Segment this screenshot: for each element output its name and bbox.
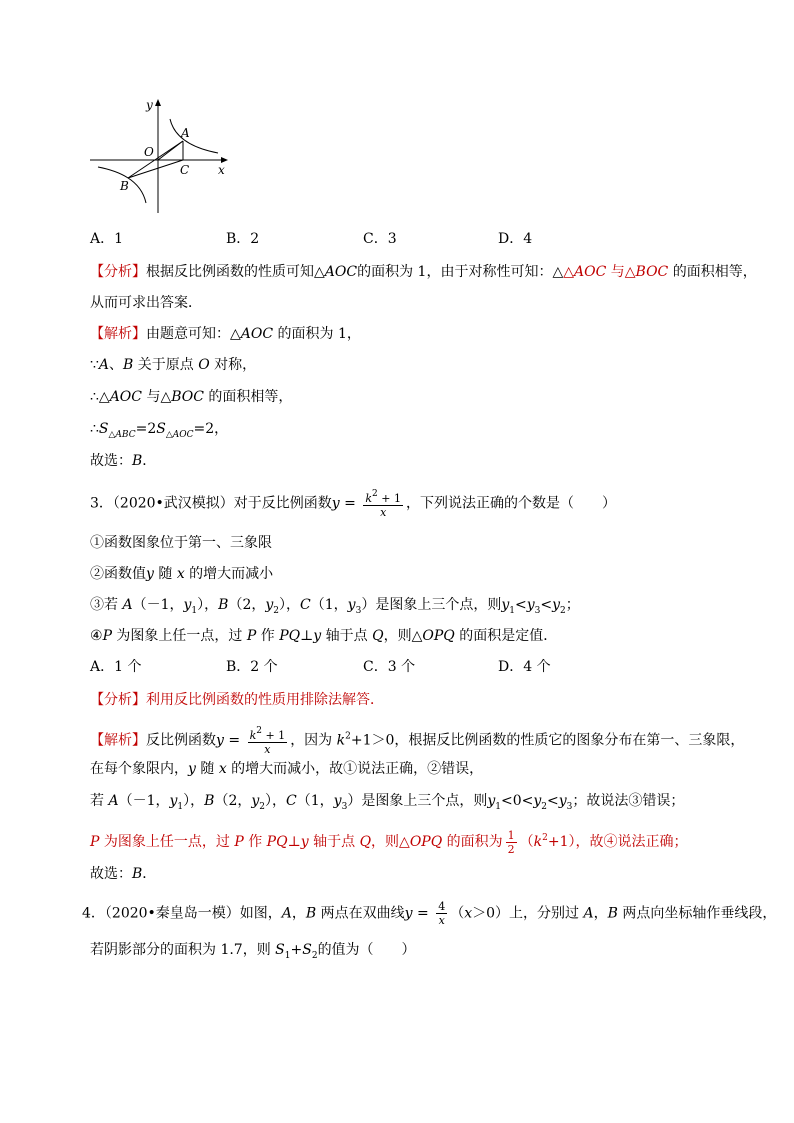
q3-statement-2: ②函数值y 随 x 的增大而减小 [90,566,274,582]
q2-aoc-2: AOC [574,264,607,280]
segment-bc [128,160,183,178]
q3-option-d: D．4 个 [498,659,551,675]
segment-oa [158,141,183,160]
q2-option-d: D．4 [498,231,533,247]
q2-analysis: 【分析】根据反比例函数的性质可知△AOC的面积为 1，由于对称性可知：△△AOC 与△BOC 的面积相等， [90,264,757,280]
q3-answer: 故选：B． [90,866,157,882]
q2-solution-line3: ∴△AOC 与△BOC 的面积相等， [90,389,293,405]
q3-analysis-tag: 【分析】 [90,692,146,708]
label-b: B [120,179,129,193]
y-axis-arrow [155,99,161,106]
q2-solution-line2: ∵A、B 关于原点 O 对称， [90,357,257,373]
q2-analysis-text-2: 的面积为 1，由于对称性可知：△ [357,264,564,280]
q3-stem: 3．（2020•武汉模拟）对于反比例函数y = $\frac{k^2 + 1}{x}$ ，下列说法正确的个数是（ ） [90,489,616,519]
q3-solution-line2: 在每个象限内，y 随 x 的增大而减小，故①说法正确，②错误， [90,761,484,777]
q2-analysis-text-4: 的面积相等， [668,264,757,280]
q3-option-b: B．2 个 [226,659,278,675]
q4-stem-line2: 若阴影部分的面积为 1.7，则 $S_1+S_2$的值为（ ） [90,942,416,961]
q2-analysis-text-3: 与△ [606,264,636,280]
q2-solution [90,324,361,344]
q4-stem: 4．（2020•秦皇岛一模）如图，A，B 两点在双曲线y = $\frac{4}{x}$ （x＞0）上，分别过 A，B 两点向坐标轴作垂线段， [82,900,777,927]
label-y: y [146,98,153,112]
hyperbola-branch-1 [170,119,218,153]
q2-solution-tag: 【解析】 [90,326,146,342]
q2-solution-text-2: 的面积为 1， [273,326,361,342]
q3-solution-tag: 【解析】 [90,732,146,749]
label-c: C [180,163,190,177]
q2-analysis-line2: 从而可求出答案． [90,295,202,311]
label-x: x [218,163,225,177]
q2-option-b: B．2 [226,231,260,247]
q3-statement-1: ①函数图象位于第一、三象限 [90,535,272,551]
q3-option-c: C．3 个 [363,659,416,675]
q2-option-c: C．3 [363,231,397,247]
q3-solution-line3: 若 A（－1，$y_1$），B（2，$y_2$），C（1，$y_3$）是图象上三个点，则$y_1<0<y_2<y_3$；故说法③错误； [90,793,685,812]
q3-solution-line1: 【解析】反比例函数y = $\frac{k^2 + 1}{x}$ ，因为 $k^2+1>0$，根据反比例函数的性质它的图象分布在第一、三象限， [90,726,745,756]
q2-aoc: AOC [324,264,358,280]
q3-statement-3: ③若 A（－1，$y_1$），B（2，$y_2$），C（1，$y_3$）是图象上三个点，则$y_1<y_3<y_2$； [90,597,580,616]
q2-option-a: A．1 [90,231,124,247]
q2-solution-aoc: AOC [240,326,274,342]
q3-statement-4: ④P 为图象上任一点，过 P 作 PQ⊥y 轴于点 Q，则△OPQ 的面积是定值． [90,628,558,644]
q2-solution-line4: $\therefore S_{\triangle ABC}=2S_{\triangle AOC}=2$， [90,421,229,440]
q3-option-a: A．1 个 [90,659,142,675]
q3-fraction: $\frac{k^2 + 1}{x}$ [365,489,401,519]
q2-analysis-text-1: 根据反比例函数的性质可知△ [146,264,325,280]
hyperbola-figure [88,95,238,215]
label-a: A [181,126,190,140]
q2-analysis-tag: 【分析】 [90,264,146,280]
q2-answer: 故选：B． [90,453,157,469]
label-o: O [144,145,154,159]
q3-solution-line4: P 为图象上任一点，过 P 作 PQ⊥y 轴于点 Q，则△OPQ 的面积为 $\frac{1}{2}$ $(k^2+1)$，故④说法正确； [90,828,688,856]
q2-solution-text: 由题意可知：△ [146,326,241,342]
q2-boc: BOC [635,264,669,280]
q3-analysis: 【分析】利用反比例函数的性质用排除法解答． [90,692,384,708]
